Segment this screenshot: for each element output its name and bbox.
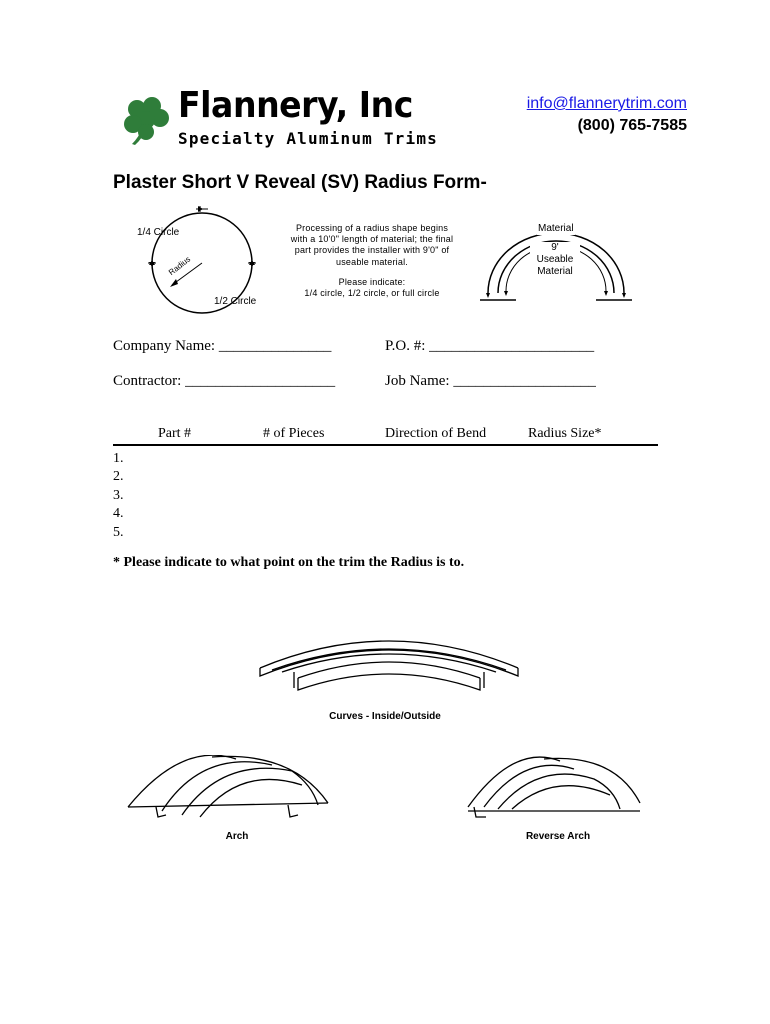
table-rows	[113, 450, 124, 542]
radius-label: Radius	[167, 254, 193, 278]
header-part-number: Part #	[158, 426, 192, 441]
processing-note	[287, 223, 457, 299]
table-row[interactable]: 3.	[113, 487, 124, 503]
useable-label: Useable	[536, 254, 574, 265]
company-tagline: Specialty Aluminum Trims	[178, 129, 438, 148]
po-field[interactable]: P.O. #: ______________________	[385, 338, 595, 354]
useable-material-label	[530, 242, 580, 278]
company-name: Flannery, Inc	[178, 85, 413, 126]
material-label: Material	[538, 223, 574, 234]
useable-material-text: Material	[537, 266, 573, 277]
form-title: Plaster Short V Reveal (SV) Radius Form-	[113, 172, 487, 193]
contractor-field[interactable]: Contractor: ____________________	[113, 373, 336, 389]
circle-options: 1/4 circle, 1/2 circle, or full circle	[304, 288, 440, 299]
header-divider	[113, 444, 658, 446]
reverse-arch-illustration	[464, 755, 644, 825]
arch-caption: Arch	[225, 831, 249, 842]
curves-illustration	[258, 628, 520, 708]
shamrock-logo-icon	[120, 94, 176, 146]
radius-note: * Please indicate to what point on the trim the Radius is to.	[113, 555, 465, 570]
reverse-arch-caption: Reverse Arch	[525, 831, 591, 842]
header-radius: Radius Size*	[528, 426, 602, 441]
table-row[interactable]: 1.	[113, 451, 124, 466]
phone-number: (800) 765-7585	[577, 117, 687, 134]
job-name-field[interactable]: Job Name: ___________________	[385, 373, 596, 389]
quarter-circle-label: 1/4 Circle	[137, 227, 180, 238]
curves-caption: Curves - Inside/Outside	[329, 711, 441, 722]
email-link[interactable]: info@flannerytrim.com	[526, 95, 687, 112]
table-row[interactable]: 5.	[113, 524, 124, 540]
table-row[interactable]: 2.	[113, 469, 124, 485]
header-direction: Direction of Bend	[385, 426, 487, 441]
header-pieces: # of Pieces	[263, 426, 325, 441]
half-circle-label: 1/2 Circle	[214, 296, 257, 307]
arch-illustration	[122, 755, 332, 825]
nine-feet-label: 9'	[551, 242, 559, 253]
processing-text: Processing of a radius shape begins with a 10'0" length of material; the final part provides the installer with 9'0" of useable material.	[290, 223, 454, 267]
please-indicate-label: Please indicate:	[338, 276, 406, 287]
table-row[interactable]: 4.	[113, 506, 124, 522]
company-name-field[interactable]: Company Name: _______________	[113, 338, 332, 354]
